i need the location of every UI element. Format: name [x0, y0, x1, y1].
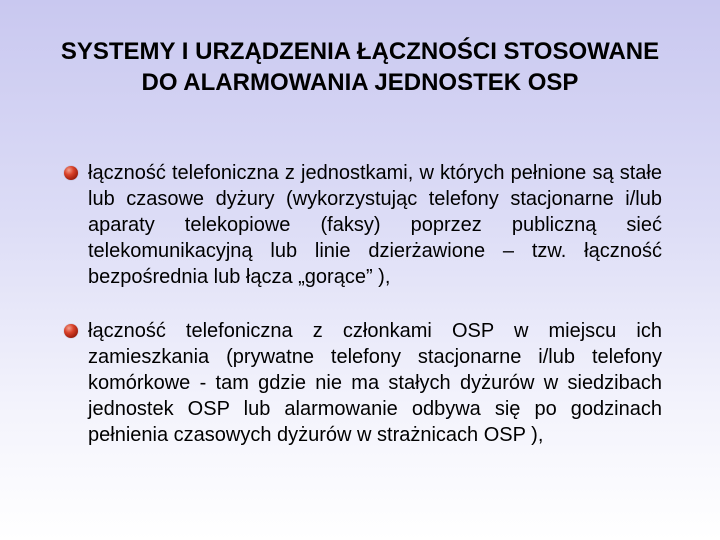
bullet-text: łączność telefoniczna z jednostkami, w których pełnione są stałe lub czasowe dyżury (wykorzystując telefony stacjonarne i/lub aparaty telekopiowe (faksy) poprzez publiczną sieć telekomunikacyjną lub linie dzierżawione – tzw. łączność bezpośrednia lub łącza „gorące” ),: [88, 162, 662, 288]
slide-title: [0, 36, 720, 98]
bullet-text: łączność telefoniczna z członkami OSP w miejscu ich zamieszkania (prywatne telefony stacjonarne i/lub telefony komórkowe - tam gdzie nie ma stałych dyżurów w siedzibach jednostek OSP lub alarmowanie odbywa się po godzinach pełnienia czasowych dyżurów w strażnicach OSP ),: [88, 320, 662, 446]
slide-title-line-1: SYSTEMY I URZĄDZENIA ŁĄCZNOŚCI STOSOWANE: [60, 38, 660, 65]
bullet-dot-icon: [64, 166, 78, 180]
bullet-item: [62, 318, 662, 448]
bullet-item: [62, 160, 662, 290]
slide-title-line-2: DO ALARMOWANIA JEDNOSTEK OSP: [141, 69, 579, 96]
bullet-dot-icon: [64, 324, 78, 338]
bullet-list: [62, 160, 662, 448]
